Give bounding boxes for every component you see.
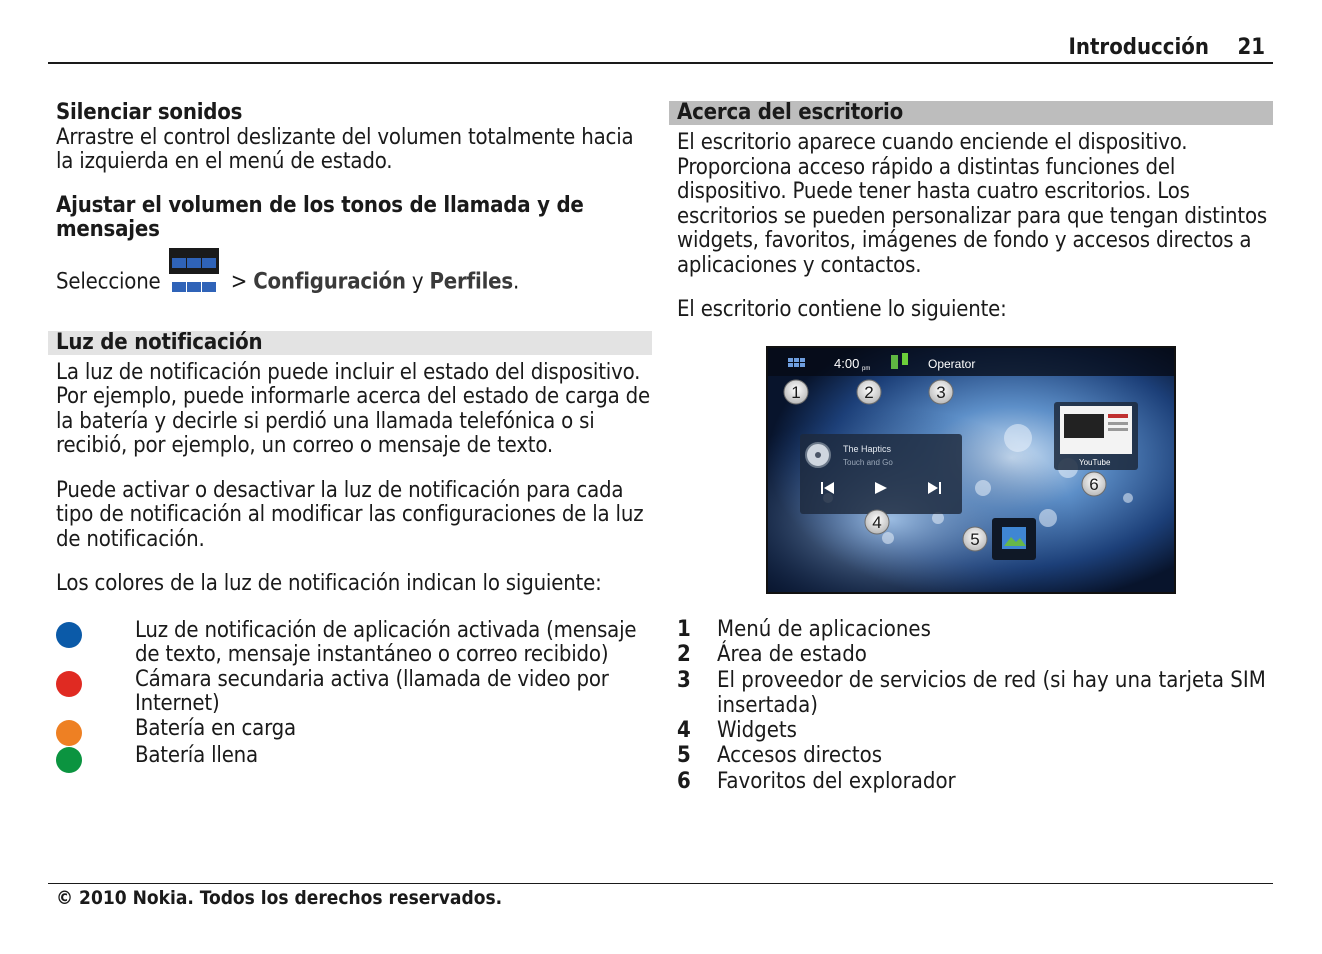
green-light-dot xyxy=(56,747,82,773)
callout-1: 1 xyxy=(791,383,801,402)
legend-number: 1 xyxy=(677,617,691,642)
orange-light-dot xyxy=(56,720,82,746)
light-row xyxy=(56,619,652,668)
notification-p2: Puede activar o desactivar la luz de notificación para cada tipo de notificación al modificar las configuraciones de la luz de notificación. xyxy=(56,477,644,552)
notification-p3: Los colores de la luz de notificación indican lo siguiente: xyxy=(56,571,602,596)
page-header xyxy=(48,30,1273,64)
signal-icon xyxy=(902,353,908,365)
gallery-shortcut-icon xyxy=(992,518,1036,560)
light-text: Cámara secundaria activa (llamada de video por Internet) xyxy=(135,666,609,716)
legend-text: Menú de aplicaciones xyxy=(717,617,931,642)
desktop-heading: Acerca del escritorio xyxy=(669,101,1273,125)
copyright-footer: © 2010 Nokia. Todos los derechos reservados. xyxy=(56,887,503,909)
widget-subtitle: Touch and Go xyxy=(843,458,893,467)
desktop-legend xyxy=(677,617,1273,794)
section-title: Introducción xyxy=(1068,35,1209,60)
legend-text: El proveedor de servicios de red (si hay una tarjeta SIM insertada) xyxy=(717,667,1266,718)
select-prefix: Seleccione xyxy=(56,269,161,294)
desktop-p1: El escritorio aparece cuando enciende el dispositivo. Proporciona acceso rápido a distintas funciones del dispositivo. Puede tener hasta cuatro escritorios. Los escritorios se pueden personalizar para que tengan distintos widgets, favoritos, imágenes de fondo y accesos directos a aplicaciones y contactos. xyxy=(677,130,1267,278)
callout-4: 4 xyxy=(872,513,882,532)
operator-name: Operator xyxy=(928,357,976,371)
volume-heading: Ajustar el volumen de los tonos de llamada y de mensajes xyxy=(56,192,584,242)
legend-row xyxy=(677,668,1273,719)
right-column xyxy=(677,101,1273,323)
legend-row xyxy=(677,718,1273,743)
youtube-bookmark xyxy=(1054,402,1138,470)
light-row xyxy=(56,744,652,769)
legend-row xyxy=(677,642,1273,667)
bookmark-label: YouTube xyxy=(1079,458,1111,467)
desktop-p2: El escritorio contiene lo siguiente: xyxy=(677,297,1007,322)
light-legend xyxy=(56,619,652,769)
legend-number: 5 xyxy=(677,743,691,769)
applications-menu-icon xyxy=(169,248,219,274)
light-row xyxy=(56,668,652,717)
blue-light-dot xyxy=(56,622,82,648)
legend-text: Widgets xyxy=(717,718,797,744)
mute-heading: Silenciar sonidos xyxy=(56,100,243,125)
legend-row xyxy=(677,617,1273,642)
red-light-dot xyxy=(56,671,82,697)
legend-number: 6 xyxy=(677,768,691,794)
legend-number: 4 xyxy=(677,718,691,744)
callout-5: 5 xyxy=(970,530,980,549)
clock-ampm: pm xyxy=(862,366,871,372)
legend-text: Accesos directos xyxy=(717,743,883,769)
notification-heading: Luz de notificación xyxy=(48,331,652,355)
legend-row xyxy=(677,743,1273,768)
legend-row xyxy=(677,769,1273,794)
callout-2: 2 xyxy=(864,383,874,402)
legend-text: Favoritos del explorador xyxy=(717,768,956,794)
legend-number: 3 xyxy=(677,667,691,693)
select-and: y xyxy=(411,269,424,294)
select-period: . xyxy=(512,269,520,294)
light-text: Luz de notificación de aplicación activada (mensaje de texto, mensaje instantáneo o correo recibido) xyxy=(135,617,637,667)
callout-6: 6 xyxy=(1089,475,1099,494)
callout-3: 3 xyxy=(936,383,946,402)
light-text: Batería llena xyxy=(135,743,258,768)
battery-icon xyxy=(891,355,898,369)
legend-number: 2 xyxy=(677,642,691,668)
mute-body: Arrastre el control deslizante del volumen totalmente hacia la izquierda en el menú de estado. xyxy=(56,124,634,174)
volume-instruction xyxy=(56,248,652,295)
notification-p1: La luz de notificación puede incluir el estado del dispositivo. Por ejemplo, puede informarle acerca del estado de carga de la batería y decirle si perdió una llamada telefónica o si recibió, por ejemplo, un correo o mensaje de texto. xyxy=(56,359,650,458)
desktop-screenshot xyxy=(766,346,1176,594)
legend-text: Área de estado xyxy=(717,642,867,668)
widget-title: The Haptics xyxy=(843,444,892,454)
profiles-link: Perfiles xyxy=(429,269,513,294)
page-number: 21 xyxy=(1237,35,1265,60)
music-widget xyxy=(800,434,962,514)
light-text: Batería en carga xyxy=(135,715,296,741)
light-row xyxy=(56,717,652,742)
footer-divider xyxy=(48,883,1273,884)
select-separator: > xyxy=(230,269,248,294)
left-column xyxy=(56,101,652,769)
configuration-link: Configuración xyxy=(253,269,406,294)
clock-time: 4:00 xyxy=(834,356,860,371)
